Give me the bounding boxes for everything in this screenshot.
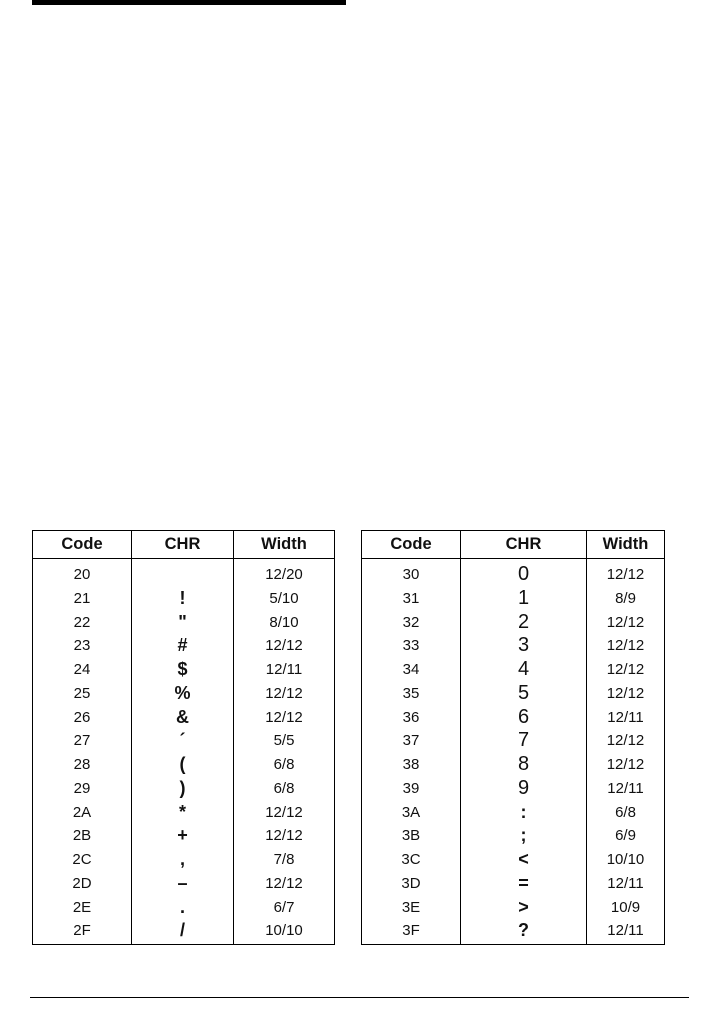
width-cell: 12/12 xyxy=(606,684,645,702)
code-cell: 3C xyxy=(401,851,421,868)
code-cell: 25 xyxy=(73,684,91,702)
width-cell: 8/9 xyxy=(615,589,636,607)
code-cell: 3D xyxy=(401,874,421,892)
code-cell: 3E xyxy=(401,898,421,916)
width-cell: 6/8 xyxy=(273,779,295,797)
chr-cell: : xyxy=(520,801,527,822)
width-cell: 6/8 xyxy=(615,803,636,821)
chr-cell xyxy=(132,563,233,587)
code-cell: 36 xyxy=(402,708,420,726)
width-cell: 6/7 xyxy=(273,898,295,916)
width-cell: 10/10 xyxy=(265,922,303,940)
code-cell: 23 xyxy=(73,637,91,655)
code-cell: 24 xyxy=(73,661,91,678)
chr-cell: . xyxy=(179,896,185,917)
bottom-rule xyxy=(30,997,689,998)
code-cell: 39 xyxy=(402,779,420,797)
width-cell: 12/12 xyxy=(265,708,303,726)
chr-cell: ? xyxy=(518,920,529,941)
chr-cell: ( xyxy=(179,754,186,774)
width-cell: 12/12 xyxy=(265,874,303,892)
code-cell: 26 xyxy=(73,708,91,726)
code-cell: 29 xyxy=(73,779,91,797)
width-cell: 12/12 xyxy=(606,756,645,773)
code-cell: 2F xyxy=(73,922,91,940)
width-cell: 12/11 xyxy=(607,779,644,797)
character-width-table-right xyxy=(361,530,665,945)
code-column xyxy=(362,531,460,944)
chr-header: CHR xyxy=(461,531,586,559)
chr-header: CHR xyxy=(132,531,233,559)
width-cell: 5/10 xyxy=(269,589,299,607)
width-cell: 8/10 xyxy=(269,613,299,631)
width-header: Width xyxy=(234,531,334,559)
chr-cell: ´ xyxy=(179,730,186,751)
code-cell: 38 xyxy=(402,756,420,773)
code-cell: 2A xyxy=(72,803,92,821)
chr-cell: ! xyxy=(179,587,186,608)
code-cell: 28 xyxy=(73,756,91,773)
code-cell: 20 xyxy=(73,566,91,583)
width-cell: 6/9 xyxy=(615,827,636,845)
code-cell: 3A xyxy=(401,803,421,821)
code-header: Code xyxy=(33,531,131,559)
code-cell: 2E xyxy=(72,898,92,916)
code-cell: 22 xyxy=(73,613,91,631)
width-cell: 5/5 xyxy=(273,732,295,750)
chr-cell: 5 xyxy=(517,681,530,704)
width-cell: 12/11 xyxy=(607,708,644,726)
code-cell: 2C xyxy=(72,851,92,868)
chr-cell: 0 xyxy=(517,563,530,585)
character-width-table-left xyxy=(32,530,335,945)
chr-column xyxy=(131,531,233,944)
code-cell: 31 xyxy=(402,589,420,607)
code-cell: 32 xyxy=(402,613,420,631)
code-cell: 30 xyxy=(402,566,420,583)
width-column xyxy=(586,531,664,944)
width-cell: 10/9 xyxy=(610,898,641,916)
chr-cell: & xyxy=(176,706,189,727)
width-cell: 7/8 xyxy=(273,851,295,868)
width-cell: 12/20 xyxy=(265,566,303,583)
chr-cell: 1 xyxy=(517,586,530,609)
chr-cell: < xyxy=(518,849,529,869)
width-cell: 12/12 xyxy=(606,732,645,750)
chr-cell: " xyxy=(178,611,187,632)
width-cell: 12/12 xyxy=(265,684,303,702)
code-cell: 34 xyxy=(402,661,420,678)
chr-cell: # xyxy=(177,635,188,656)
code-cell: 35 xyxy=(402,684,420,702)
width-cell: 12/12 xyxy=(606,613,645,631)
code-column xyxy=(33,531,131,944)
width-column xyxy=(233,531,334,944)
chr-cell: 2 xyxy=(517,610,530,633)
width-cell: 12/12 xyxy=(265,827,303,845)
chr-cell: > xyxy=(518,896,529,917)
width-cell: 6/8 xyxy=(273,756,295,773)
code-cell: 21 xyxy=(73,589,91,607)
chr-cell: – xyxy=(177,872,188,893)
width-cell: 12/11 xyxy=(265,661,303,678)
chr-cell: 7 xyxy=(517,729,530,752)
chr-cell: 8 xyxy=(517,753,530,775)
chr-cell: 6 xyxy=(517,705,530,728)
width-cell: 12/12 xyxy=(606,637,645,655)
width-cell: 12/11 xyxy=(607,874,644,892)
width-header: Width xyxy=(587,531,664,559)
chr-cell: = xyxy=(518,872,529,893)
chr-cell: ) xyxy=(179,777,186,798)
width-cell: 12/12 xyxy=(606,661,645,678)
chr-cell: + xyxy=(177,825,188,846)
top-rule xyxy=(32,0,346,5)
code-cell: 27 xyxy=(73,732,91,750)
chr-cell: % xyxy=(174,682,191,703)
chr-cell: 9 xyxy=(517,776,530,799)
code-cell: 3B xyxy=(401,827,421,845)
code-cell: 2B xyxy=(72,827,92,845)
width-cell: 12/11 xyxy=(607,922,644,940)
chr-cell: / xyxy=(179,920,185,941)
chr-cell: , xyxy=(179,849,185,869)
width-cell: 10/10 xyxy=(606,851,645,868)
code-cell: 3F xyxy=(402,922,420,940)
code-cell: 2D xyxy=(72,874,92,892)
code-cell: 33 xyxy=(402,637,420,655)
chr-cell: $ xyxy=(177,659,188,679)
chr-cell: 4 xyxy=(517,658,530,680)
width-cell: 12/12 xyxy=(606,566,645,583)
chr-cell: ; xyxy=(520,825,527,846)
width-cell: 12/12 xyxy=(265,637,303,655)
chr-cell: * xyxy=(178,801,186,822)
chr-cell: 3 xyxy=(517,634,530,657)
chr-column xyxy=(460,531,586,944)
code-cell: 37 xyxy=(402,732,420,750)
width-cell: 12/12 xyxy=(265,803,303,821)
code-header: Code xyxy=(362,531,460,559)
